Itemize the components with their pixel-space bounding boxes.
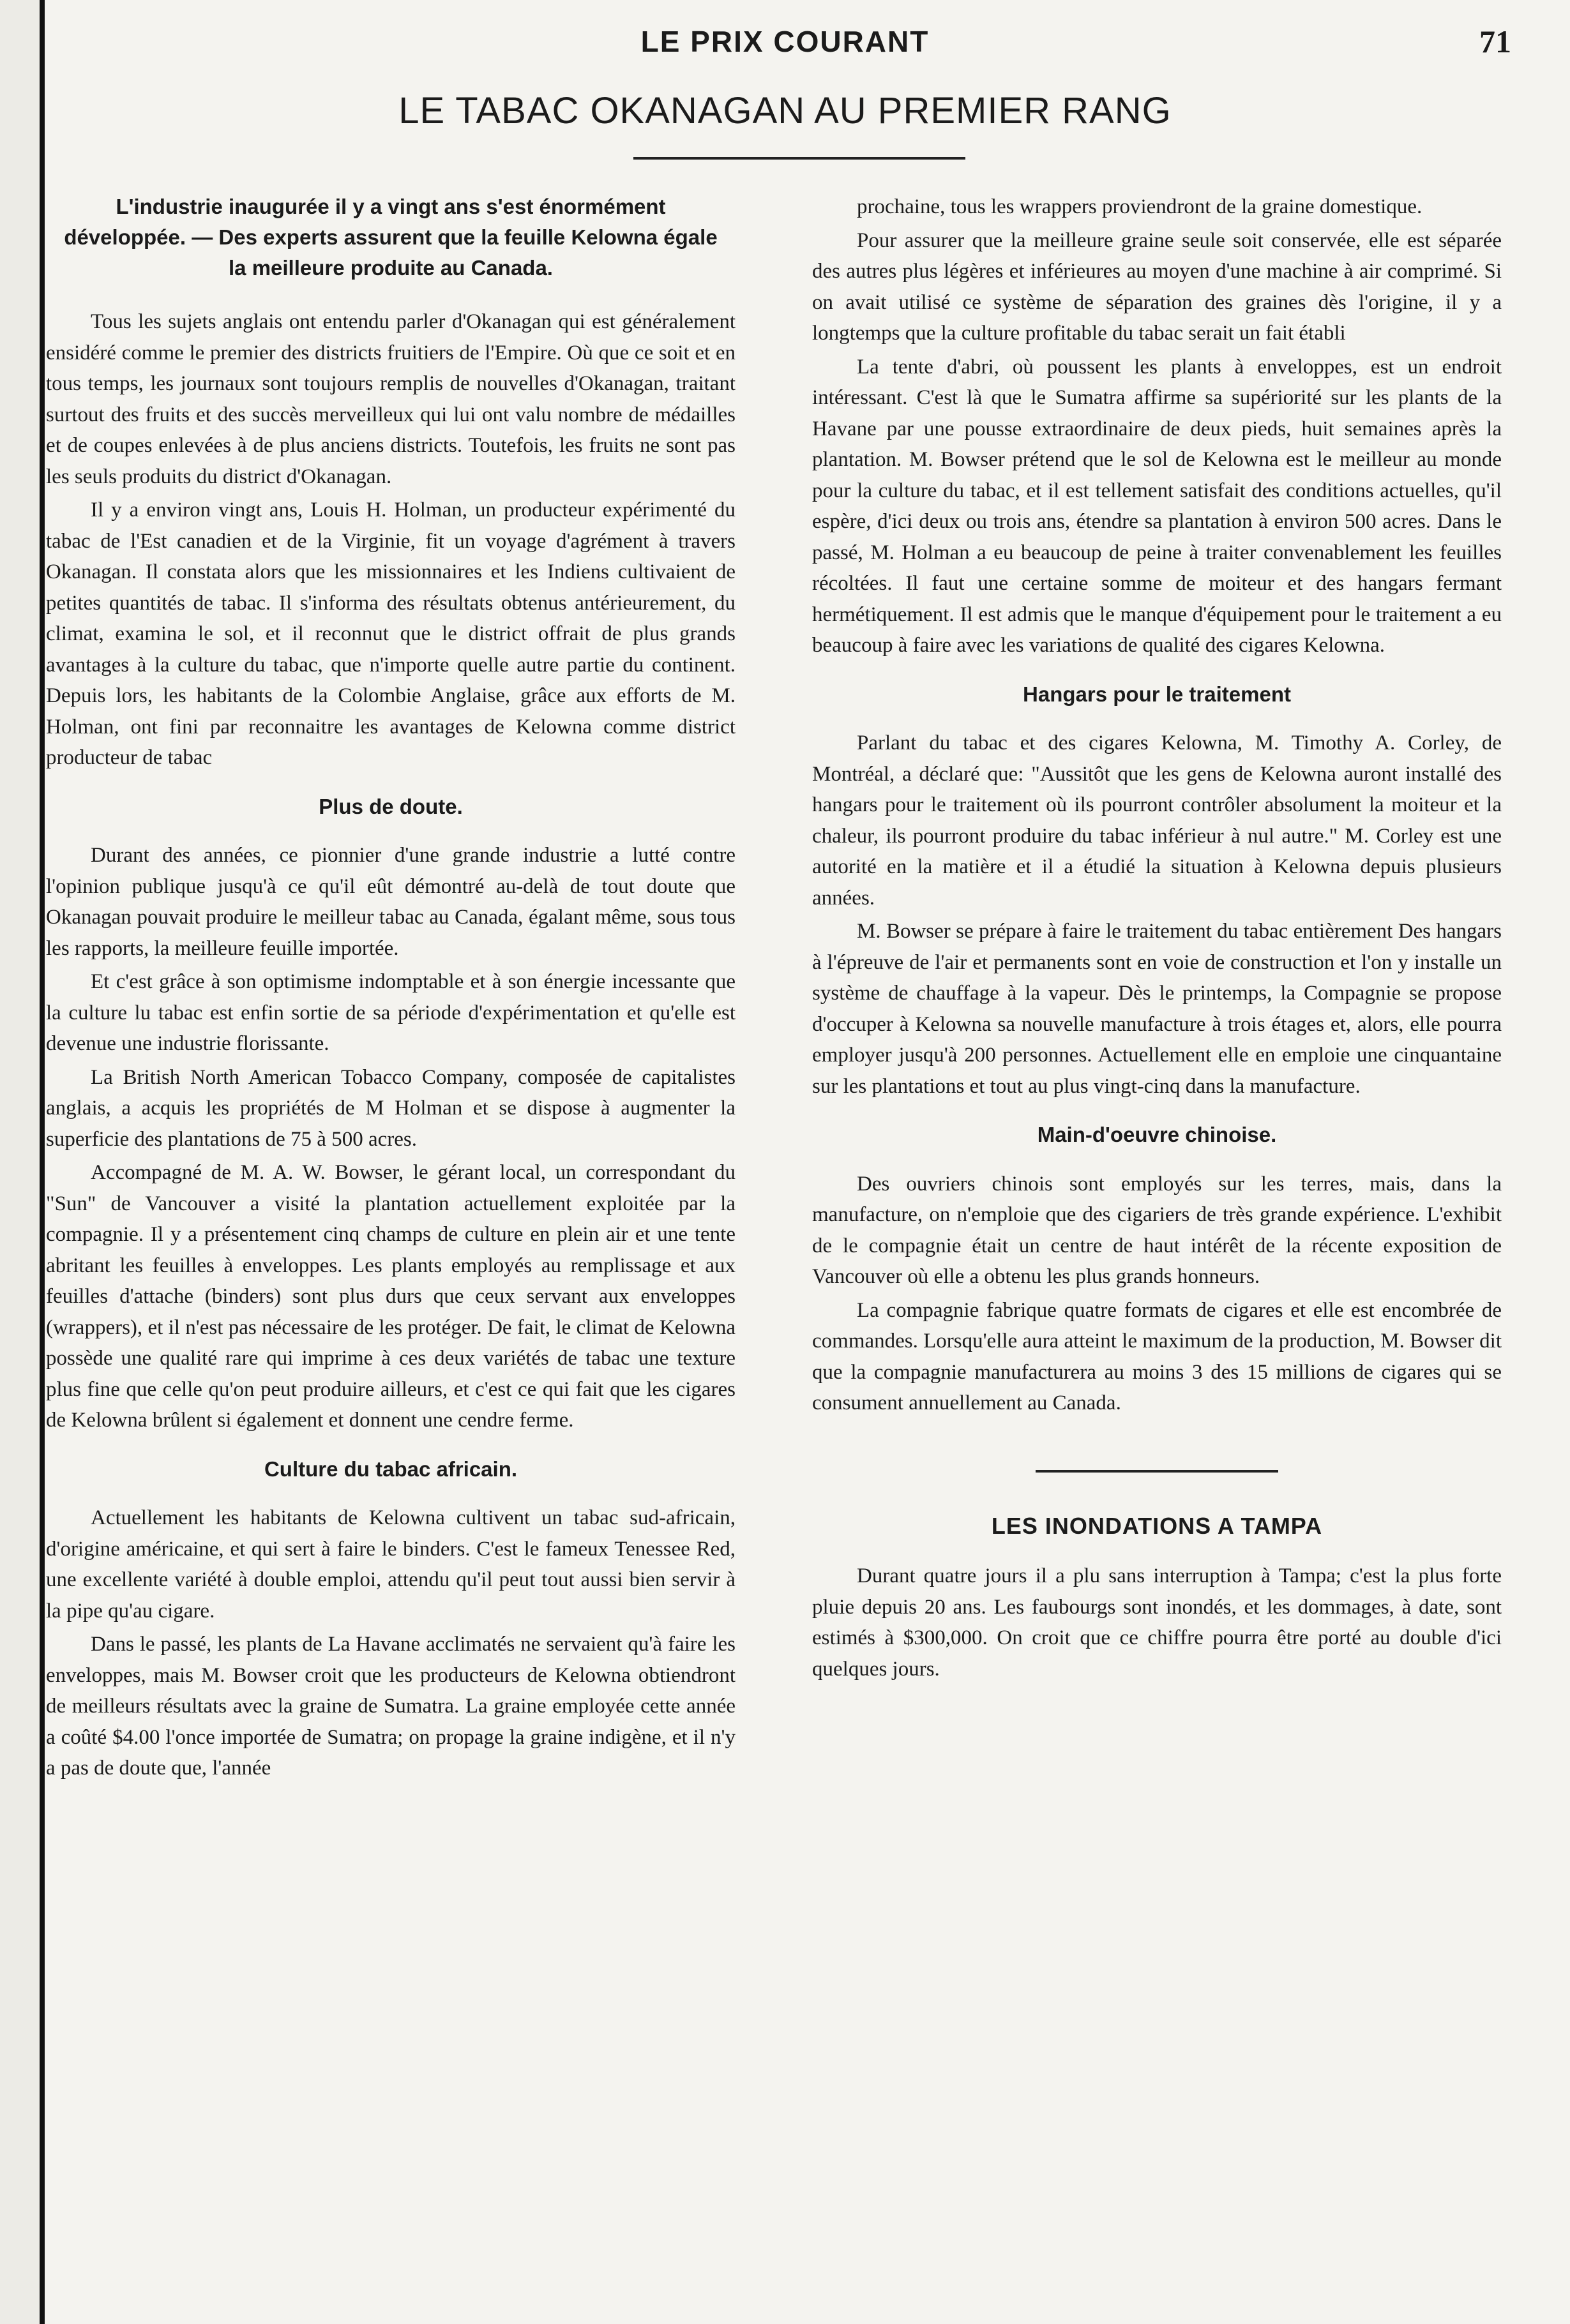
left-column: [46, 191, 736, 1787]
paragraph: Actuellement les habitants de Kelowna cultivent un tabac sud-africain, d'origine américaine, et qui sert à faire le binders. C'est le fameux Tenessee Red, une excellente variété à double emploi, attendu qu'il peut tout aussi bien servir à la pipe qu'au cigare.: [46, 1506, 736, 1623]
section2-paragraphs: [46, 1503, 736, 1784]
paragraph: La British North American Tobacco Company, composée de capitalistes anglais, a acquis les propriétés de M Holman et se dispose à augmenter la superficie des plantations de 75 à 500 acres.: [46, 1065, 736, 1151]
adjacent-page-margin: [0, 0, 45, 2324]
page-number: 71: [1479, 24, 1511, 59]
continued-paragraphs: [812, 191, 1502, 661]
intro-paragraphs: [46, 306, 736, 774]
section4-paragraphs: [812, 1169, 1502, 1419]
paragraph: Tous les sujets anglais ont entendu parler d'Okanagan qui est généralement ensidéré comme le premier des districts fruitiers de l'Empire. Où que ce soit et en tous temps, les journaux sont toujours remplis de nouvelles d'Okanagan, traitant surtout des fruits et des succès merveilleux qui lui ont valu nombre de médailles et de coupes enlevées à de plus anciens districts. Toutefois, les fruits ne sont pas les seuls produits du district d'Okanagan.: [46, 310, 736, 488]
second-article-paragraphs: [812, 1561, 1502, 1684]
masthead: LE PRIX COURANT: [640, 25, 930, 58]
section-heading-main-doeuvre: Main-d'oeuvre chinoise.: [1037, 1123, 1277, 1146]
paragraph: Parlant du tabac et des cigares Kelowna, M. Timothy A. Corley, de Montréal, a déclaré que: "Aussitôt que les gens de Kelowna auront installé des hangars pour le traitement où ils pourront contrôler absolument la moiteur et la chaleur, ils pourront produire du tabac inférieur à nul autre." M. Corley est une autorité en la matière et il a étudié la situation à Kelowna depuis plusieurs années.: [812, 731, 1502, 910]
section-heading-hangars: Hangars pour le traitement: [1023, 682, 1291, 706]
paragraph: Accompagné de M. A. W. Bowser, le gérant local, un correspondant du "Sun" de Vancouver a visité la plantation actuellement exploitée par la compagnie. Il y a présentement cinq champs de culture en plein air et une tente abritant les feuilles à enveloppes. Les plants employés au remplissage et aux feuilles d'attache (binders) sont plus durs que ceux servant aux enveloppes (wrappers), et il n'est pas nécessaire de les protéger. De fait, le climat de Kelowna possède une qualité rare qui imprime à ces deux variétés de tabac une texture plus fine que celle qu'on peut produire ailleurs, et c'est ce qui fait que les cigares de Kelowna brûlent si également et donnent une cendre ferme.: [46, 1161, 736, 1432]
paragraph: La tente d'abri, où poussent les plants à enveloppes, est un endroit intéressant. C'est là que le Sumatra affirme sa supériorité sur les plants de la Havane par une pousse extraordinaire de deux pieds, huit semaines après la plantation. M. Bowser prétend que le sol de Kelowna est le meilleur au monde pour la culture du tabac, et il est tellement satisfait des conditions actuelles, qu'il espère, d'ici deux ou trois ans, étendre sa plantation à environ 500 acres. Dans le passé, M. Holman a eu beaucoup de peine à traiter convenablement les feuilles récoltées. Il faut une certaine somme de moiteur et des hangars fermant hermétiquement. Il est admis que le manque d'équipement pour le traitement a eu beaucoup à faire avec les variations de qualité des cigares Kelowna.: [812, 355, 1502, 657]
title-rule: [633, 157, 965, 160]
paragraph: prochaine, tous les wrappers proviendront de la graine domestique.: [857, 195, 1423, 218]
paragraph: Pour assurer que la meilleure graine seule soit conservée, elle est séparée des autres plus légères et inférieures au moyen d'une machine à air comprimé. Si on avait utilisé ce système de séparation des graines dès l'origine, il y a longtemps que la culture profitable du tabac serait un fait établi: [812, 229, 1502, 345]
paragraph: Durant des années, ce pionnier d'une grande industrie a lutté contre l'opinion publique jusqu'à ce qu'il eût démontré au-delà de tout doute que Okanagan pouvait produire le meilleur tabac au Canada, égalant même, sous tous les rapports, la meilleure feuille importée.: [46, 844, 736, 960]
paragraph: Durant quatre jours il a plu sans interruption à Tampa; c'est la plus forte pluie depuis 20 ans. Les faubourgs sont inondés, et les dommages, à date, sont estimés à $300,000. On croit que ce chiffre pourra être porté au double d'ici quelques jours.: [812, 1564, 1502, 1681]
article-headline: LE TABAC OKANAGAN AU PREMIER RANG: [398, 90, 1172, 131]
right-column: [812, 191, 1502, 1687]
article-deck: L'industrie inaugurée il y a vingt ans s'est énormément développée. — Des experts assurent que la feuille Kelowna égale la meilleure produite au Canada.: [64, 195, 718, 280]
section3-paragraphs: [812, 728, 1502, 1102]
section1-paragraphs: [46, 840, 736, 1436]
section-heading-plus-de-doute: Plus de doute.: [319, 794, 463, 818]
paragraph: La compagnie fabrique quatre formats de cigares et elle est encombrée de commandes. Lorsqu'elle aura atteint le maximum de la production, M. Bowser dit que la compagnie manufacturera au moins 3 des 15 millions de cigares qui se consument annuellement au Canada.: [812, 1298, 1502, 1414]
second-article-headline: LES INONDATIONS A TAMPA: [991, 1512, 1323, 1539]
paragraph: Dans le passé, les plants de La Havane acclimatés ne servaient qu'à faire les enveloppes, mais M. Bowser croit que les producteurs de Kelowna obtiendront de meilleurs résultats avec la graine de Sumatra. La graine employée cette année a coûté $4.00 l'once importée de Sumatra; on propage la graine indigène, et il n'y a pas de doute que, l'année: [46, 1633, 736, 1780]
paragraph: M. Bowser se prépare à faire le traitement du tabac entièrement Des hangars à l'épreuve de l'air et permanents sont en voie de construction et l'on y installe un système de chauffage à la vapeur. Dès le printemps, la Compagnie se propose d'occuper à Kelowna sa nouvelle manufacture à trois étages et, alors, elle pourra employer jusqu'à 200 personnes. Actuellement elle en emploie une cinquantaine sur les plantations et tout au plus vingt-cinq dans la manufacture.: [812, 920, 1502, 1098]
paragraph: Des ouvriers chinois sont employés sur les terres, mais, dans la manufacture, on n'emploie que des cigariers de très grande expérience. L'exhibit de le compagnie était un centre de haut intérêt de la récente exposition de Vancouver où elle a obtenu les plus grands honneurs.: [812, 1172, 1502, 1288]
article-separator-rule: [1036, 1470, 1278, 1473]
paragraph: Il y a environ vingt ans, Louis H. Holman, un producteur expérimenté du tabac de l'Est canadien et de la Virginie, fit un voyage d'agrément à travers Okanagan. Il constata alors que les missionnaires et les Indiens cultivaient de petites quantités de tabac. Il s'informa des résultats obtenus antérieurement, du climat, examina le sol, et il reconnut que le district offrait de plus grands avantages à la culture du tabac, que n'importe quelle autre partie du continent. Depuis lors, les habitants de la Colombie Anglaise, grâce aux efforts de M. Holman, ont fini par reconnaitre les avantages de Kelowna comme district producteur de tabac: [46, 499, 736, 769]
section-heading-culture-africain: Culture du tabac africain.: [264, 1457, 518, 1481]
paragraph: Et c'est grâce à son optimisme indomptable et à son énergie incessante que la culture lu tabac est enfin sortie de sa période d'expérimentation et qu'elle est devenue une industrie florissante.: [46, 970, 736, 1055]
